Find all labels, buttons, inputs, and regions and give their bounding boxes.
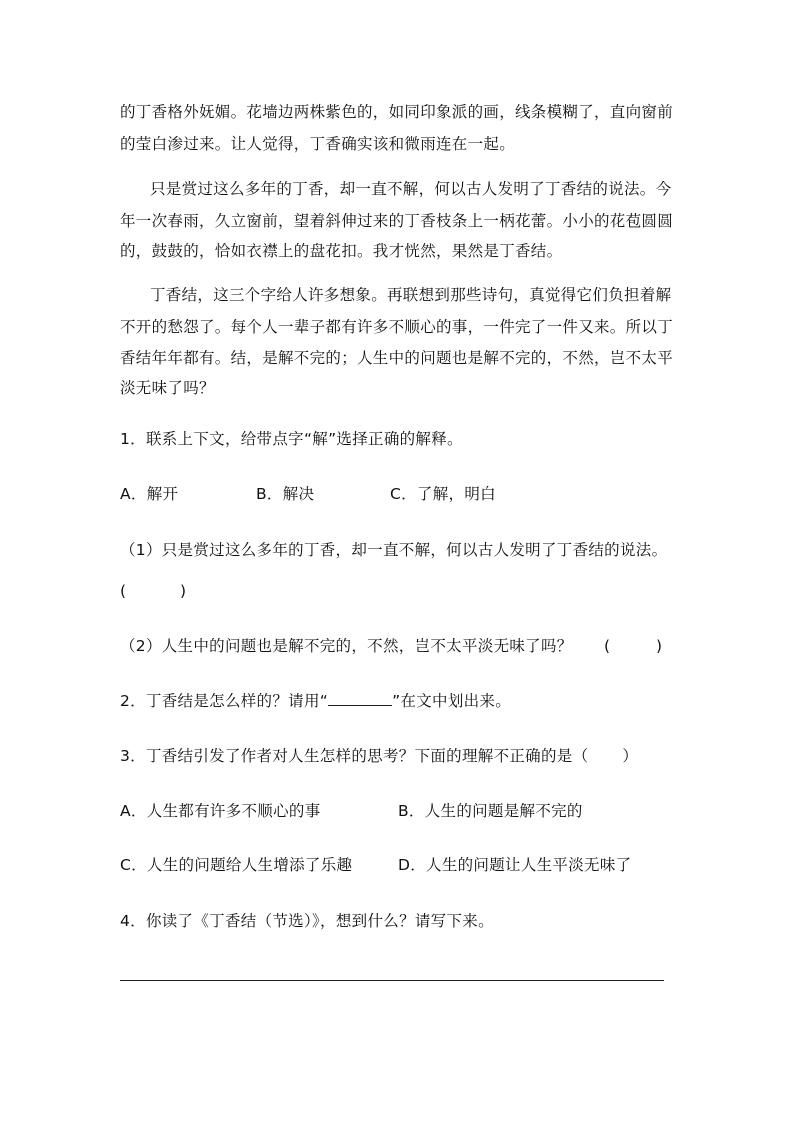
q3-option-d: D．人生的问题让人生平淡无味了 xyxy=(398,856,632,874)
q1-option-c: C．了解，明白 xyxy=(390,485,496,503)
q1-option-b: B．解决 xyxy=(256,485,315,503)
q3-text: 3．丁香结引发了作者对人生怎样的思考？下面的理解不正确的是（ xyxy=(120,747,589,765)
question-3-stem xyxy=(120,746,638,766)
underline-sample xyxy=(328,691,392,706)
q3-option-b: B．人生的问题是解不完的 xyxy=(398,802,583,820)
q1-sub2-answer-close: ) xyxy=(656,637,663,655)
q1-sub2-answer-open: ( xyxy=(604,637,611,655)
q1-subquestion-2: （2）人生中的问题也是解不完的，不然，岂不太平淡无味了吗？ xyxy=(120,637,573,655)
q1-sub1-answer-open: ( xyxy=(120,582,127,600)
question-4-stem: 4．你读了《丁香结（节选）》，想到什么？请写下来。 xyxy=(120,912,494,930)
passage-line: 只是赏过这么多年的丁香，却一直不解，何以古人发明了丁香结的说法。今 xyxy=(150,180,672,198)
answer-writing-line[interactable] xyxy=(120,980,664,981)
q3-option-c: C．人生的问题给人生增添了乐趣 xyxy=(120,856,353,874)
q1-sub1-answer-close: ) xyxy=(180,582,187,600)
q3-option-a: A．人生都有许多不顺心的事 xyxy=(120,802,321,820)
q3-answer-close: ） xyxy=(622,747,639,765)
passage-line: 香结年年都有。结，是解不完的；人生中的问题也是解不完的，不然，岂不太平 xyxy=(120,349,674,367)
passage-line: 不开的愁怨了。每个人一辈子都有许多不顺心的事，一件完了一件又来。所以丁 xyxy=(120,318,674,336)
question-1-stem: 1．联系上下文，给带点字“解”选择正确的解释。 xyxy=(120,430,463,448)
q1-option-a: A．解开 xyxy=(120,485,179,503)
question-2-stem xyxy=(120,691,511,711)
passage-line: 年一次春雨，久立窗前，望着斜伸过来的丁香枝条上一柄花蕾。小小的花苞圆圆 xyxy=(120,212,674,230)
q2-text-before: 2．丁香结是怎么样的？请用“ xyxy=(120,692,329,710)
passage-line: 淡无味了吗？ xyxy=(120,379,215,397)
passage-line: 的，鼓鼓的，恰如衣襟上的盘花扣。我才恍然，果然是丁香结。 xyxy=(120,242,563,260)
q1-subquestion-1: （1）只是赏过这么多年的丁香，却一直不解，何以古人发明了丁香结的说法。 xyxy=(120,541,668,559)
q2-text-after: ”在文中划出来。 xyxy=(392,692,512,710)
passage-line: 的丁香格外妩媚。花墙边两株紫色的，如同印象派的画，线条模糊了，直向窗前 xyxy=(120,103,674,121)
passage-line: 的莹白渗过来。让人觉得，丁香确实该和微雨连在一起。 xyxy=(120,135,516,153)
passage-line: 丁香结，这三个字给人许多想象。再联想到那些诗句，真觉得它们负担着解 xyxy=(150,286,672,304)
